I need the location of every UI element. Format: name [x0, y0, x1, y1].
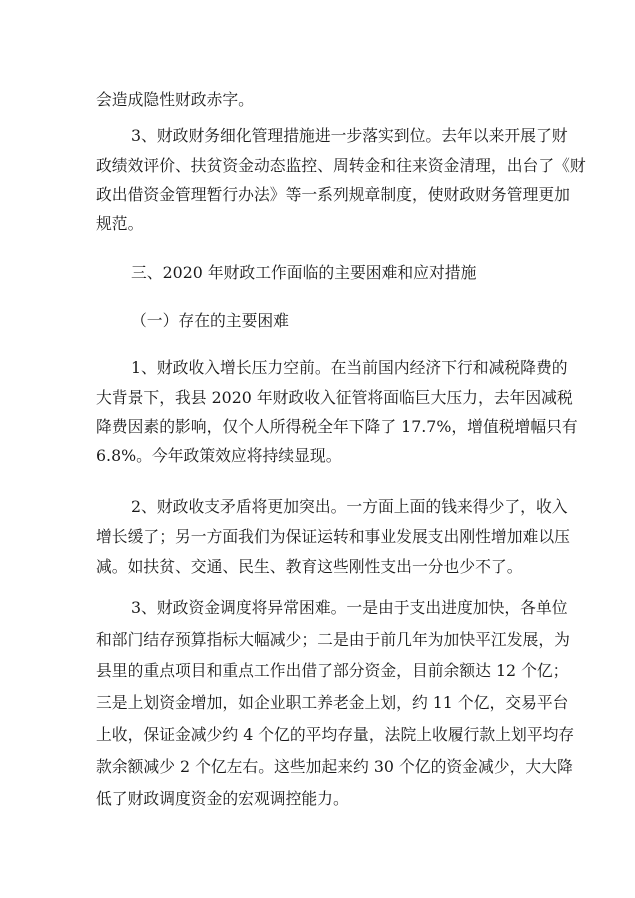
subsection-heading: （一）存在的主要困难 — [131, 311, 289, 330]
paragraph-line: 增长缓了；另一方面我们为保证运转和事业发展支出刚性增加难以压 — [96, 527, 570, 546]
paragraph-line: 大背景下，我县 2020 年财政收入征管将面临巨大压力，去年因减税 — [96, 388, 573, 407]
paragraph-line: 三是上划资金增加，如企业职工养老金上划，约 11 个亿，交易平台 — [96, 693, 569, 712]
paragraph-line: 政出借资金管理暂行办法》等一系列规章制度，使财政财务管理更加 — [96, 185, 570, 204]
paragraph-line: 县里的重点项目和重点工作出借了部分资金，目前余额达 12 个亿； — [96, 661, 569, 680]
paragraph-line: 降费因素的影响，仅个人所得税全年下降了 17.7%，增值税增幅只有 — [96, 417, 578, 436]
paragraph-line: 上收，保证金减少约 4 个亿的平均存量，法院上收履行款上划平均存 — [96, 725, 575, 744]
paragraph-line: 低了财政调度资金的宏观调控能力。 — [96, 789, 349, 808]
paragraph-line: 1、财政收入增长压力空前。在当前国内经济下行和减税降费的 — [131, 358, 568, 377]
paragraph-line: 6.8%。今年政策效应将持续显现。 — [96, 446, 342, 465]
paragraph-line: 减。如扶贫、交通、民生、教育这些刚性支出一分也少不了。 — [96, 557, 523, 576]
paragraph-line: 2、财政收支矛盾将更加突出。一方面上面的钱来得少了，收入 — [131, 497, 568, 516]
paragraph-line: 会造成隐性财政赤字。 — [96, 90, 254, 109]
paragraph-line: 款余额减少 2 个亿左右。这些加起来约 30 个亿的资金减少，大大降 — [96, 757, 573, 776]
paragraph-line: 规范。 — [96, 214, 144, 233]
paragraph-line: 3、财政资金调度将异常困难。一是由于支出进度加快，各单位 — [131, 598, 568, 617]
paragraph-line: 3、财政财务细化管理措施进一步落实到位。去年以来开展了财 — [131, 126, 568, 145]
paragraph-line: 政绩效评价、扶贫资金动态监控、周转金和往来资金清理，出台了《财 — [96, 156, 586, 175]
paragraph-line: 和部门结存预算指标大幅减少；二是由于前几年为加快平江发展，为 — [96, 630, 570, 649]
section-heading: 三、2020 年财政工作面临的主要困难和应对措施 — [131, 263, 477, 282]
